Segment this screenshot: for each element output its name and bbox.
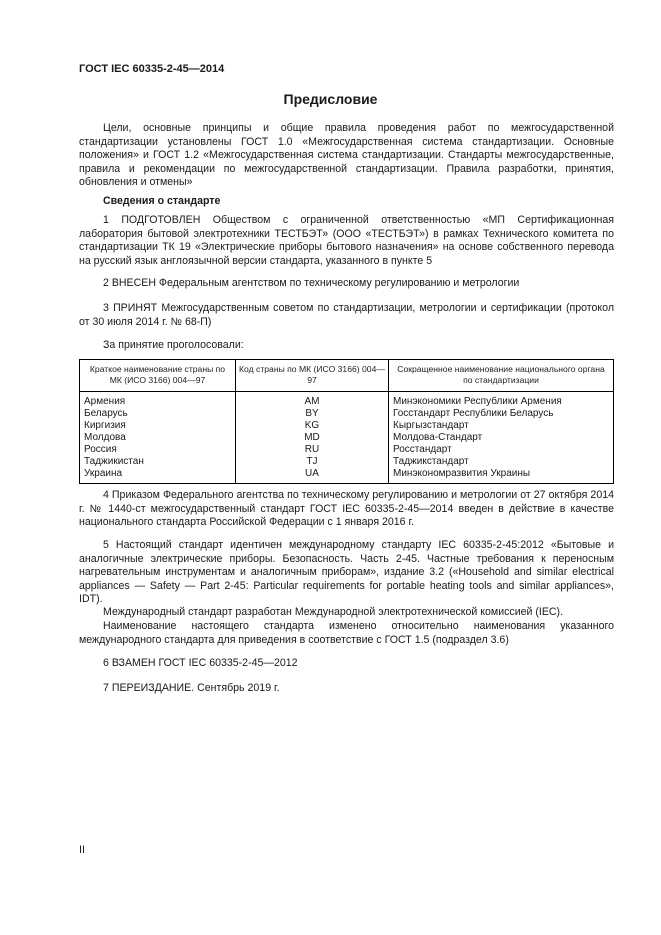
item-5-developer-note: Международный стандарт разработан Международной электротехнической комиссией (IEC). (103, 606, 564, 618)
national-body: Росстандарт (389, 444, 614, 456)
national-body: Таджикстандарт (389, 456, 614, 468)
country-code: BY (236, 408, 389, 420)
item-4-order: 4 Приказом Федерального агентства по техническому регулированию и метрологии от 27 октября 2014 г. № 1440-ст межгосударственный стандарт ГОСТ IEC 60335-2-45—2014 введен в действие в качестве национального стандарта Российской Федерации с 1 января 2016 г. (79, 489, 614, 529)
country-code: KG (236, 420, 389, 432)
national-body: Кыргызстандарт (389, 420, 614, 432)
header-national-body: Сокращенное наименование национального органа по стандартизации (389, 360, 614, 392)
country-code: MD (236, 432, 389, 444)
intro-paragraph: Цели, основные принципы и общие правила проведения работ по межгосударственной стандартизации установлены ГОСТ 1.0 «Межгосударственная система стандартизации. Основные положения» и ГОСТ 1.2 «Межгосударственная система стандартизации. Стандарты межгосударственные, правила и рекомендации по межгосударственной стандартизации. Правила разработки, принятия, обновления и отмены» (79, 122, 614, 189)
item-1-prepared: 1 ПОДГОТОВЛЕН Обществом с ограниченной ответственностью «МП Сертификационная лаборатория бытовой электротехники ТЕСТБЭТ» (ООО «ТЕСТБЭТ») в рамках Технического комитета по стандартизации ТК 19 «Электрические приборы бытового назначения» на основе собственного перевода на русский язык англоязычной версии стандарта, указанного в пункте 5 (79, 214, 614, 267)
country-name: Армения (80, 392, 236, 409)
table-row (80, 432, 614, 444)
table-header-row (80, 360, 614, 392)
page-number: II (79, 844, 85, 856)
country-code: AM (236, 392, 389, 409)
table-row (80, 392, 614, 409)
item-7-reissue: 7 ПЕРЕИЗДАНИЕ. Сентябрь 2019 г. (103, 682, 280, 694)
national-body: Госстандарт Республики Беларусь (389, 408, 614, 420)
table-row (80, 408, 614, 420)
national-body: Минэкономразвития Украины (389, 468, 614, 484)
table-row (80, 420, 614, 432)
item-6-replaces: 6 ВЗАМЕН ГОСТ IEC 60335-2-45—2012 (103, 657, 298, 669)
table-row (80, 456, 614, 468)
national-body: Молдова-Стандарт (389, 432, 614, 444)
item-3-adopted: 3 ПРИНЯТ Межгосударственным советом по стандартизации, метрологии и сертификации (протокол от 30 июля 2014 г. № 68-П) (79, 302, 614, 328)
page-title: Предисловие (283, 91, 378, 107)
standard-code-header: ГОСТ IEC 60335-2-45—2014 (79, 63, 225, 75)
header-country-name: Краткое наименование страны по МК (ИСО 3166) 004—97 (80, 360, 236, 392)
country-name: Таджикистан (80, 456, 236, 468)
item-5-identical: 5 Настоящий стандарт идентичен международному стандарту IEC 60335-2-45:2012 «Бытовые и аналогичные электрические приборы. Безопасность. Часть 2-45. Частные требования к переносным нагревательным инструментам и аналогичным приборам», издание 3.2 («Household and similar electrical appliances — Safety — Part 2-45: Particular requirements for portable heating tools and similar appliances», IDT). (79, 539, 614, 606)
country-name: Молдова (80, 432, 236, 444)
item-2-introduced: 2 ВНЕСЕН Федеральным агентством по техническому регулированию и метрологии (103, 277, 520, 289)
section-title: Сведения о стандарте (103, 195, 221, 207)
country-name: Россия (80, 444, 236, 456)
header-country-code: Код страны по МК (ИСО 3166) 004—97 (236, 360, 389, 392)
country-name: Украина (80, 468, 236, 484)
vote-intro: За принятие проголосовали: (103, 339, 244, 351)
country-name: Киргизия (80, 420, 236, 432)
national-body: Минэкономики Республики Армения (389, 392, 614, 409)
country-code: RU (236, 444, 389, 456)
country-code: UA (236, 468, 389, 484)
item-5-name-note: Наименование настоящего стандарта изменено относительно наименования указанного международного стандарта для приведения в соответствие с ГОСТ 1.5 (подраздел 3.6) (79, 620, 614, 646)
country-code: TJ (236, 456, 389, 468)
table-row (80, 444, 614, 456)
country-name: Беларусь (80, 408, 236, 420)
voting-table (79, 359, 614, 484)
table-row (80, 468, 614, 484)
